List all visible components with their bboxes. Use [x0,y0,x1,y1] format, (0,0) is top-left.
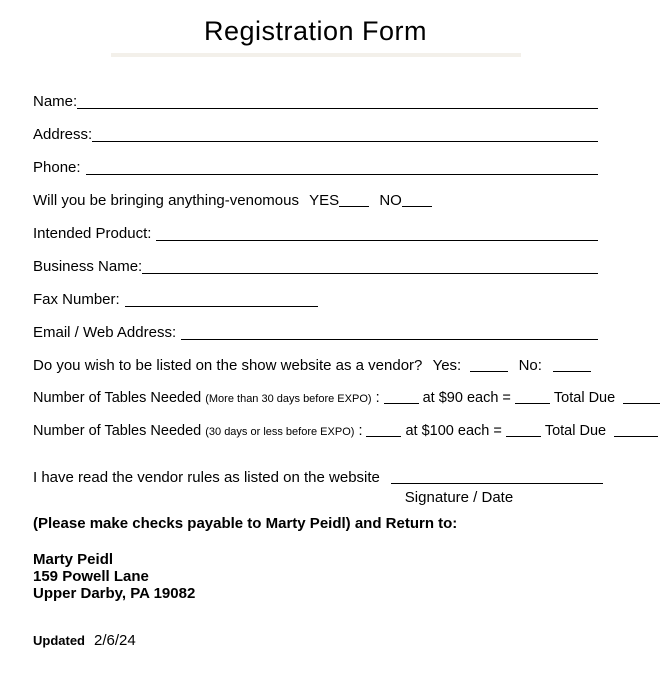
return-address-block [33,551,598,602]
intended-product-input-line[interactable] [156,224,598,241]
registration-form-page [0,14,660,650]
vendor-yes-blank[interactable] [470,359,508,372]
tables-early-label: Number of Tables Needed [33,390,202,406]
page-title: Registration Form [203,16,428,46]
tables-late-label: Number of Tables Needed [33,423,202,439]
tables-late-row [33,421,607,442]
vendor-yes-label: Yes: [432,357,462,374]
tables-late-total-label: Total Due [544,423,607,439]
venomous-question-label: Will you be bringing anything-venomous [33,192,299,209]
name-label: Name: [33,93,78,110]
vendor-no-blank[interactable] [553,359,591,372]
checks-payable-note: (Please make checks payable to Marty Peidl) and Return to: [33,515,458,532]
venomous-question-row [33,191,598,211]
phone-field-row [33,158,598,178]
email-field-row [33,323,598,343]
fax-field-row [33,290,598,310]
updated-row [33,632,598,650]
tables-early-rate-label: at $90 each = [422,390,511,406]
return-street: 159 Powell Lane [33,568,149,585]
return-name: Marty Peidl [33,551,114,568]
tables-early-qty-blank[interactable] [384,391,419,404]
return-city: Upper Darby, PA 19082 [33,585,196,602]
tables-late-rate-label: at $100 each = [405,423,502,439]
business-name-input-line[interactable] [142,257,598,274]
vendor-no-label: No: [518,357,542,374]
tables-late-note: (30 days or less before EXPO) [205,426,355,438]
business-name-field-row [33,257,598,277]
vendor-rules-row [33,468,598,488]
updated-label: Updated [33,633,85,648]
venomous-no-label: NO [379,192,402,209]
email-input-line[interactable] [181,323,598,340]
intended-product-field-row [33,224,598,244]
tables-early-amount-blank[interactable] [515,391,550,404]
phone-input-line[interactable] [86,158,598,175]
title-underline-smudge [111,53,521,57]
updated-date: 2/6/24 [94,632,136,649]
tables-early-note: (More than 30 days before EXPO) [205,393,372,405]
tables-early-colon: : [375,390,380,406]
tables-early-row [33,388,616,409]
tables-late-total-blank[interactable] [614,424,658,437]
venomous-no-blank[interactable] [402,194,432,207]
venomous-yes-blank[interactable] [339,194,369,207]
tables-late-amount-blank[interactable] [506,424,541,437]
name-input-line[interactable] [77,92,598,109]
vendor-listing-question-row [33,356,598,376]
name-field-row [33,92,598,112]
tables-early-total-label: Total Due [553,390,616,406]
business-name-label: Business Name: [33,258,143,275]
tables-early-total-blank[interactable] [623,391,660,404]
phone-label: Phone: [33,159,81,176]
signature-caption: Signature / Date [404,489,514,506]
tables-late-colon: : [358,423,363,439]
venomous-yes-label: YES [309,192,340,209]
fax-input-line[interactable] [125,290,318,307]
address-field-row [33,125,598,145]
address-input-line[interactable] [92,125,598,142]
vendor-rules-statement: I have read the vendor rules as listed on the website [33,469,380,486]
vendor-question-label: Do you wish to be listed on the show website as a vendor? [33,357,423,374]
address-label: Address: [33,126,93,143]
email-label: Email / Web Address: [33,324,177,341]
intended-product-label: Intended Product: [33,225,152,242]
tables-late-qty-blank[interactable] [366,424,401,437]
fax-label: Fax Number: [33,291,120,308]
signature-line[interactable] [391,471,603,484]
